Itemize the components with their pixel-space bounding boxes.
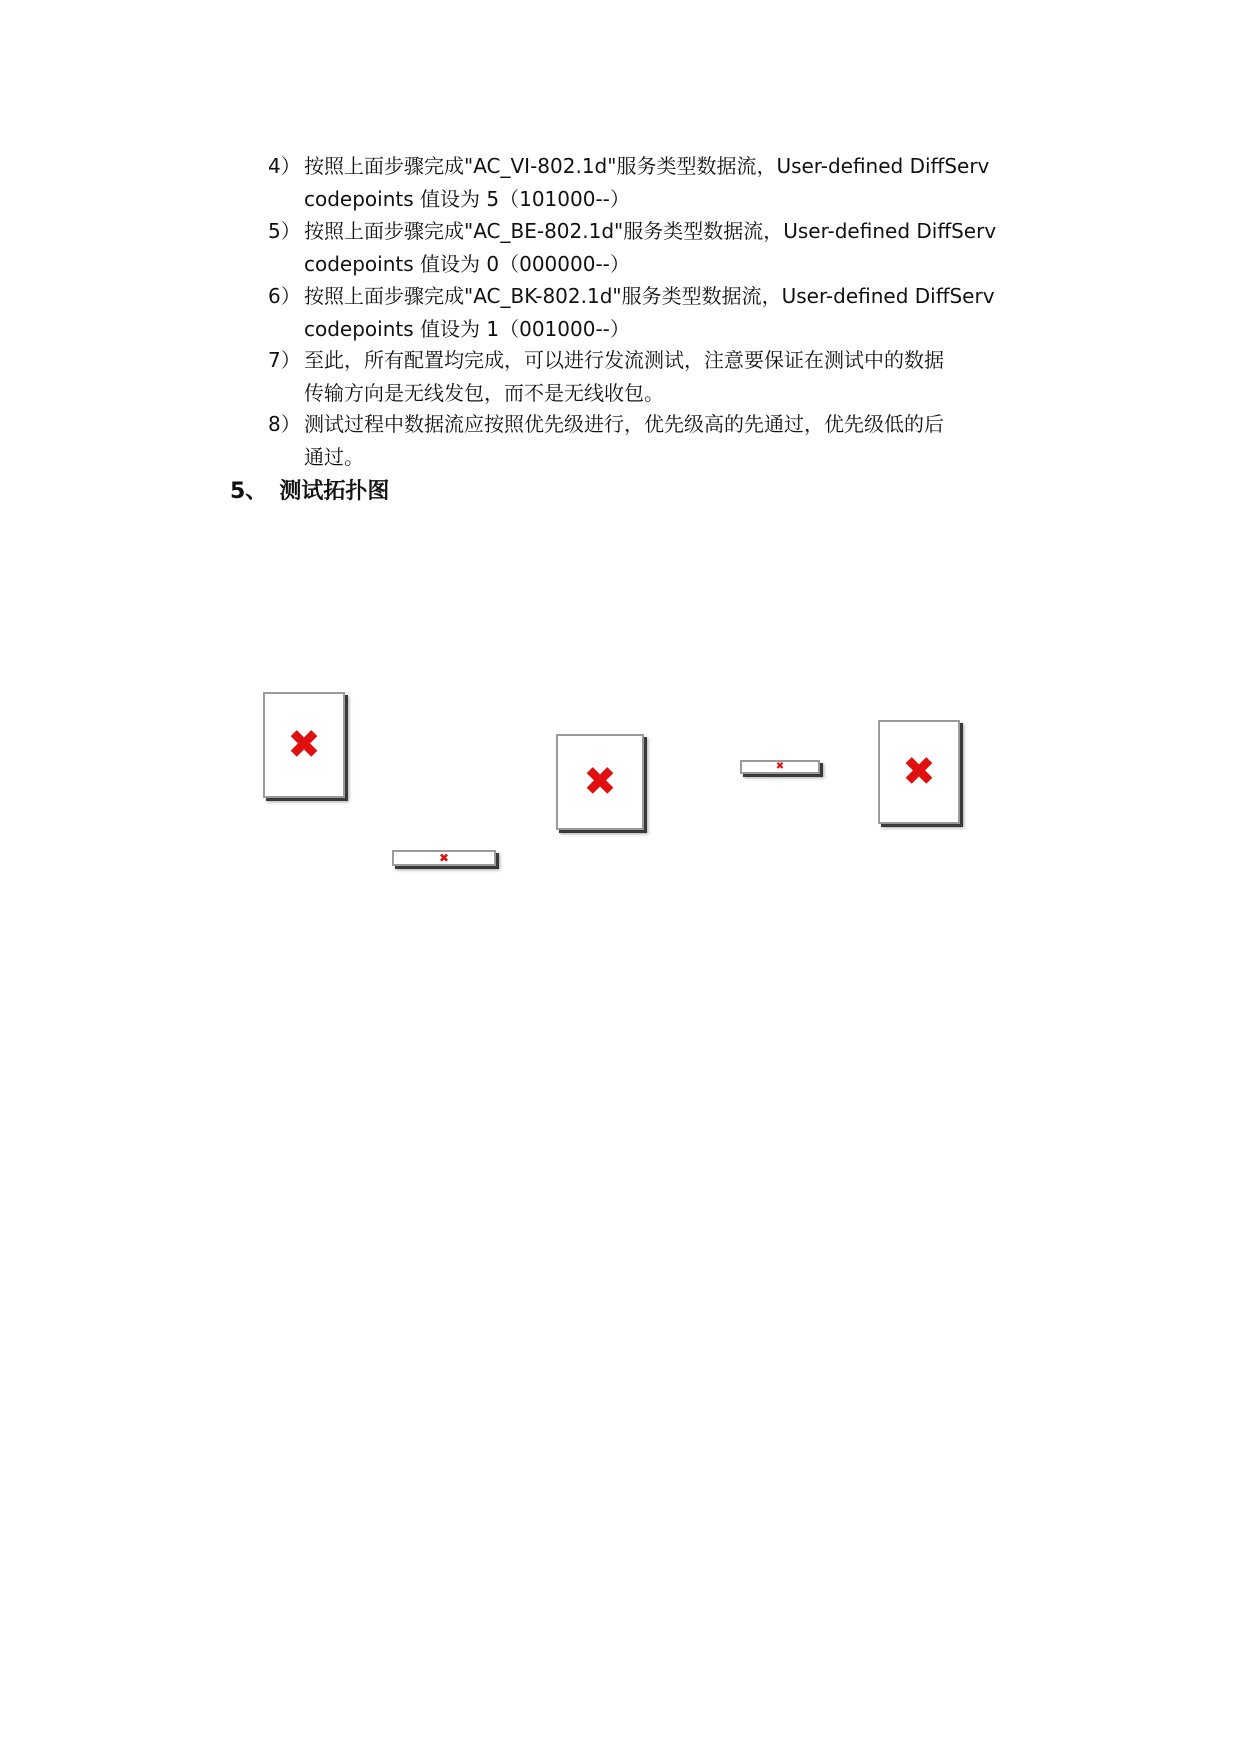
list-text-line2: codepoints 值设为 0（000000--） (304, 251, 630, 276)
list-number: 6） (268, 284, 301, 308)
section-title: 测试拓扑图 (279, 479, 390, 504)
broken-image-device-3 (878, 720, 960, 824)
broken-image-link-2 (740, 760, 820, 774)
broken-image-icon: ✖ (902, 749, 936, 795)
list-text-line1: 按照上面步骤完成"AC_VI-802.1d"服务类型数据流，User-defined DiffServ (304, 154, 990, 178)
broken-image-icon: ✖ (775, 761, 785, 772)
list-number: 8） (268, 412, 301, 436)
section-number: 5、 (230, 479, 268, 504)
broken-image-device-2 (556, 734, 644, 830)
broken-image-icon: ✖ (287, 722, 321, 768)
list-text-line1: 测试过程中数据流应按照优先级进行，优先级高的先通过，优先级低的后 (304, 412, 944, 436)
broken-image-icon: ✖ (583, 759, 617, 805)
broken-image-icon: ✖ (438, 851, 450, 865)
list-text-line2: codepoints 值设为 1（001000--） (304, 316, 630, 341)
list-text-line1: 按照上面步骤完成"AC_BE-802.1d"服务类型数据流，User-defined DiffServ (304, 219, 997, 243)
list-text-line1: 按照上面步骤完成"AC_BK-802.1d"服务类型数据流，User-defined DiffServ (304, 284, 995, 308)
list-number: 7） (268, 348, 301, 372)
broken-image-link-1 (392, 850, 496, 866)
list-number: 5） (268, 219, 301, 243)
broken-image-device-1 (263, 692, 345, 798)
section-heading (230, 476, 389, 508)
list-text-line2: codepoints 值设为 5（101000--） (304, 186, 630, 211)
list-text-line1: 至此，所有配置均完成，可以进行发流测试，注意要保证在测试中的数据 (304, 348, 944, 372)
list-text-line2: 通过。 (304, 444, 364, 469)
list-number: 4） (268, 154, 301, 178)
list-text-line2: 传输方向是无线发包，而不是无线收包。 (304, 380, 664, 405)
